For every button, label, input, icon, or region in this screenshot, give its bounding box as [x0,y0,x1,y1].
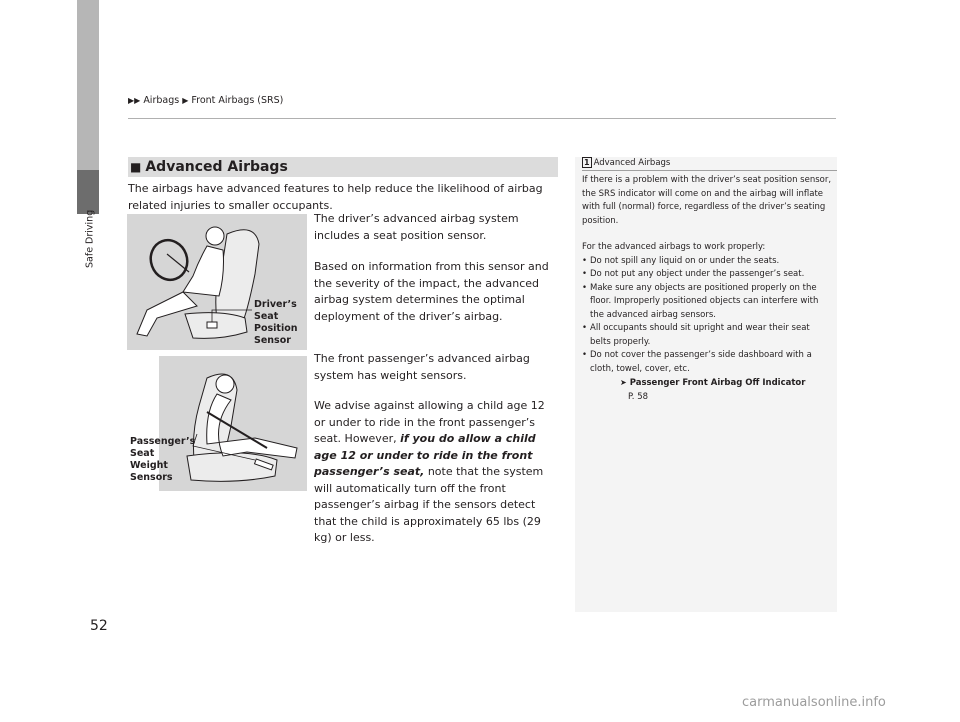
breadcrumb [128,95,283,106]
breadcrumb-item-airbags[interactable]: Airbags [143,95,180,106]
sidebar-tab-marker [77,170,99,214]
driver-sensor-paragraph: The driver’s advanced airbag system includes a seat position sensor. [314,212,519,242]
side-note-paragraph: If there is a problem with the driver’s seat position sensor, the SRS indicator will come on and the airbag will inflate with full (normal) force, regardless of the driver’s seating position. [582,175,832,226]
bullet-icon: • [582,255,588,266]
section-heading [128,157,558,177]
xref-arrow-icon: ➤ [620,378,627,387]
watermark: carmanualsonline.info [742,695,886,710]
passenger-seat-illustration [127,356,307,491]
list-item: • Make sure any objects are positioned properly on the floor. Improperly positioned objects can interfere with the advanced airbag sensors. [582,282,819,320]
section-title: Advanced Airbags [145,159,288,175]
child-warning-paragraph [314,398,558,547]
breadcrumb-item-front-airbags[interactable]: Front Airbags (SRS) [191,95,284,106]
child-warning-emphasis: if you do allow a child age 12 or under to ride in the front passenger’s seat, [314,432,536,478]
list-item: • All occupants should sit upright and wear their seat belts properly. [582,323,810,347]
cross-reference-link[interactable]: ➤ Passenger Front Airbag Off Indicator [620,378,806,388]
side-note-divider [582,170,837,171]
child-warning-continued: note that the system will automatically turn off the front passenger’s airbag if the sensors detect that the child is approximately 65 lbs (29 kg) or less. [314,465,544,544]
bullet-icon: • [582,269,588,279]
side-note-paragraph: For the advanced airbags to work properly: [582,242,766,252]
passenger-sensor-label: Passenger’s Seat Weight Sensors [130,436,196,483]
breadcrumb-arrow-icon: ▶ [182,96,189,105]
side-note-body [582,174,832,404]
header-divider [128,118,836,119]
breadcrumb-arrow-icon: ▶▶ [128,96,141,105]
intro-paragraph: The airbags have advanced features to help reduce the likelihood of airbag related injuries to smaller occupants. [128,182,543,212]
bullet-icon: • [582,282,588,293]
note-marker-icon: 1 [584,158,590,167]
child-warning-text: We advise against allowing a child age 12 or under to ride in the front passenger’s seat. However, [314,399,545,445]
list-item: • Do not put any object under the passenger’s seat. [582,268,832,282]
sidebar-tab-bar [77,0,99,170]
cross-reference-page[interactable]: P. 58 [628,391,649,402]
page-number: 52 [90,618,108,634]
deployment-paragraph: Based on information from this sensor and the severity of the impact, the advanced airbag system determines the optimal deployment of the driver’s airbag. [314,260,549,323]
bullet-icon: • [582,350,588,360]
side-note-header [582,157,670,168]
list-item: • Do not spill any liquid on or under the seats. [582,255,832,269]
list-item: • Do not cover the passenger’s side dashboard with a cloth, towel, cover, etc. [582,350,812,374]
sidebar-section-label: Safe Driving [84,210,96,269]
heading-square-icon: ■ [130,160,142,174]
passenger-sensor-paragraph: The front passenger’s advanced airbag system has weight sensors. [314,352,530,382]
driver-sensor-label: Driver’s Seat Position Sensor [254,299,298,346]
side-note-title: Advanced Airbags [593,157,671,168]
driver-seat-illustration [127,214,307,350]
bullet-icon: • [582,323,588,333]
